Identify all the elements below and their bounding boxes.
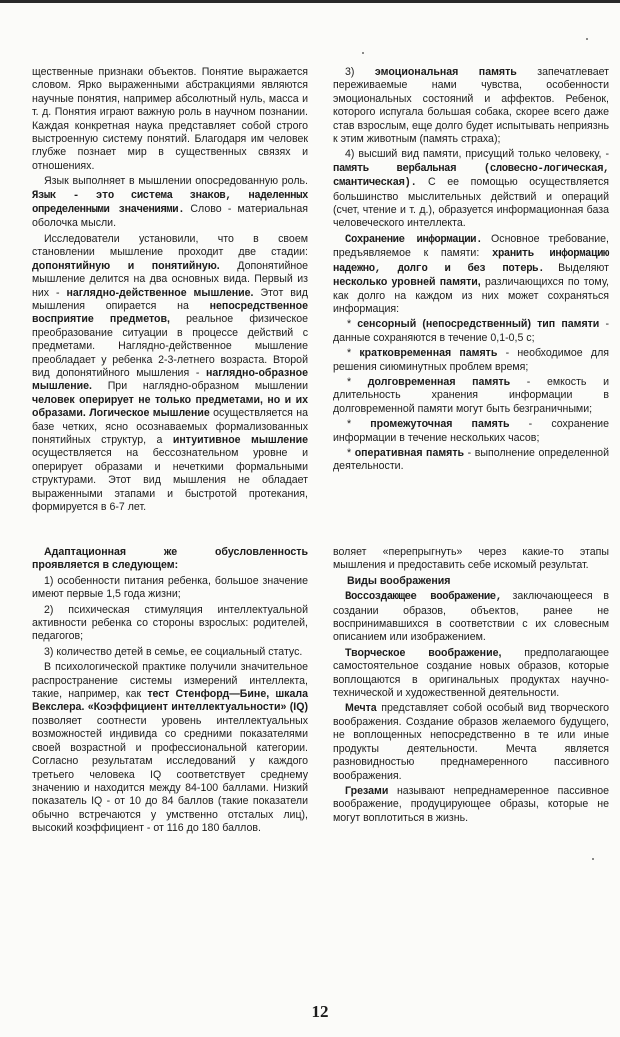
paragraph	[333, 702, 609, 782]
text-run: Допонятийное мышление делится на два основных вида. Первый из них -	[32, 259, 308, 299]
top-border	[0, 0, 620, 3]
text-run: - данные сохраняются в течение 0,1-0,5 с;	[333, 318, 609, 344]
list-item	[333, 418, 609, 445]
text-run: Этот вид мышления опирается на	[32, 286, 308, 312]
paragraph	[333, 590, 609, 645]
term: эмоциональная память	[374, 66, 517, 78]
term: Грезами	[345, 784, 389, 797]
bullet: *	[347, 446, 355, 459]
paragraph	[333, 148, 609, 230]
paragraph: 3) количество детей в семье, ее социальный статус.	[44, 645, 303, 658]
column-bottom-right	[333, 546, 609, 827]
term: память вербальная (словесно-логическая, смантическая).	[333, 162, 609, 190]
text-run: 4) высший вид памяти, присущий только человеку, -	[345, 148, 609, 161]
text-run: При наглядно-образном мышлении	[91, 380, 308, 393]
text-run: С ее помощью осуществляется большинство мыслительных действий и операций (счет, чтение и т. д.), образуется информационная база человеческого интеллекта.	[333, 176, 609, 230]
text-run: Основное требование, предъявляемое к памяти:	[333, 232, 609, 260]
text-run: - выполнение определенной деятельности.	[333, 446, 609, 473]
text-run: заключающееся в создании образов, объектов, ранее не воспринимавшихся в соответствии с их словесным описанием или изображением.	[333, 590, 609, 644]
text-run: Язык выполняет в мышлении опосредованную роль.	[44, 175, 308, 188]
bullet: *	[347, 375, 368, 388]
paragraph	[333, 233, 609, 316]
text-run: представляет собой особый вид творческого воображения. Создание образов желаемого будущего, не воплощенных непосредственно в те или иные продукты деятельности. Мечта является разновидностью преднамеренного пассивного воображения.	[333, 702, 609, 782]
paragraph	[333, 66, 609, 146]
list-item	[333, 447, 609, 474]
term: Мечта	[345, 702, 377, 715]
column-top-right	[333, 66, 609, 476]
text-run: 3)	[345, 66, 375, 78]
list-item	[333, 376, 609, 416]
term: допонятийную и понятийную.	[32, 259, 220, 272]
term: наглядно-действенное мышление.	[66, 286, 254, 299]
term: Язык - это система знаков, наделенных определенными значениями.	[32, 189, 308, 217]
text-run: - емкость и длительность хранения информации в долговременной памяти могут быть безграничными;	[333, 375, 609, 415]
term: хранить информацию надежно, долго и без потерь.	[333, 248, 610, 275]
text-run: предполагающее самостоятельное создание новых образов, которые воплощаются в оригинальных продуктах научно-технической и художественной деятельности.	[333, 646, 609, 700]
term: тест Стенфорд—Бине, шкала Векслера. «Коэффициент интеллектуальности» (IQ)	[32, 688, 308, 714]
bullet: *	[347, 318, 358, 331]
list-item	[333, 318, 609, 345]
text-run: Слово - материальная оболочка мысли.	[32, 203, 308, 230]
scan-speck	[362, 52, 364, 54]
text-run: реальное физическое преобразование ситуации в процессе действий с предметами. Наглядно-действенное мышление преобладает у ребенка 2-3-летнего возраста. Второй вид допонятийного мышления -	[32, 313, 308, 379]
term: Логическое мышление	[89, 407, 210, 420]
column-top-left	[32, 66, 308, 516]
list-item	[333, 347, 609, 374]
term: долговременная память	[367, 375, 511, 388]
paragraph: воляет «перепрыгнуть» через какие-то этапы мышления и предоставить себе искомый результат.	[333, 546, 609, 572]
text-run: запечатлевает переживаемые нами чувства, особенности эмоциональных состояний и аффектов. Ребенок, которого испугала большая собака, скорее всего даже став взрослым, еще долго будет испытывать неприязнь к этим животным (память страха);	[333, 66, 609, 146]
text-run: - сохранение информации в течение нескольких часов;	[333, 418, 609, 444]
paragraph	[333, 785, 609, 825]
text-run: В психологической практике получили значительное распространение системы измерений интеллекта, такие, например, как	[32, 661, 308, 701]
paragraph	[333, 647, 609, 701]
text-run: - необходимое для решения сиюминутных проблем время;	[333, 347, 609, 373]
term: наглядно-образное мышление.	[32, 366, 308, 393]
text-run: называют непреднамеренное пассивное воображение, продуцирующее образы, которые не могут воплотиться в жизнь.	[333, 784, 609, 824]
paragraph: щественные признаки объектов. Понятие выражается словом. Ярко выраженными абстракциями являются научные понятия, например абсолютный нуль, масса и т. д. Понятия играют важную роль в научном познании. Каждая конкретная наука представляет собой строго выстроенную систему понятий. Благодаря им человек глубже познает мир в существенных связях и отношениях.	[32, 66, 308, 172]
bullet: *	[347, 418, 371, 431]
scan-speck	[592, 858, 594, 860]
term: Творческое воображение,	[345, 646, 502, 659]
term: кратковременная память	[359, 347, 498, 360]
term: сенсорный (непосредственный) тип памяти	[357, 318, 600, 331]
heading-text: Виды воображения	[347, 574, 451, 587]
scan-speck	[586, 38, 588, 40]
paragraph	[32, 661, 308, 835]
term: непосредственное восприятие предметов,	[32, 299, 308, 326]
page-number: 12	[311, 1002, 329, 1021]
term: Воссоздающее воображение,	[345, 591, 502, 604]
paragraph: 2) психическая стимуляция интеллектуальной активности ребенка со стороны взрослых: родителей, педагогов;	[32, 603, 308, 643]
term: интуитивное мышление	[172, 433, 309, 446]
paragraph: 1) особенности питания ребенка, большое значение имеют первые 1,5 года жизни;	[32, 574, 308, 601]
text-run: Исследователи установили, что в своем становлении мышление проходит две стадии:	[32, 232, 308, 259]
term: промежуточная память	[370, 418, 510, 431]
paragraph	[32, 233, 308, 515]
text-run: позволяет соотнести уровень интеллектуальных возможностей индивида со средними показателями своей возрастной и профессиональной категории. Согласно результатам исследований у каждого третьего человека IQ соответствует среднему значению и находится между 84-100 баллами. Низкий показатель IQ - от 10 до 84 баллов (такие показатели обычно встречаются у умственно отсталых лиц), высокий коэффициент - от 116 до 180 баллов.	[32, 714, 308, 835]
paragraph	[32, 175, 308, 231]
term: человек оперирует не только предметами, но и их образами.	[32, 393, 308, 420]
term: оперативная память	[354, 446, 465, 459]
bullet: *	[347, 347, 360, 360]
text-run: Выделяют	[544, 261, 609, 274]
paragraph	[32, 546, 308, 573]
term: Сохранение информации.	[345, 233, 483, 246]
text-run: осуществляется на базе четких, ясно осознаваемых формализованных понятийных структур, а	[32, 407, 308, 446]
text-run: различающихся по тому, как долго на каждом из них может сохраняться информация:	[333, 276, 609, 315]
term: Адаптационная же обусловленность проявляется в следующем:	[32, 546, 308, 572]
text-run: осуществляется на бессознательном уровне и оперирует образами и нечеткими формальными структурами. Этот вид мышления не обладает выраженными этапами и быстротой протекания, формируется в 6-7 лет.	[32, 447, 308, 513]
term: несколько уровней памяти,	[333, 276, 481, 289]
section-heading	[333, 575, 609, 588]
column-bottom-left	[32, 546, 308, 838]
